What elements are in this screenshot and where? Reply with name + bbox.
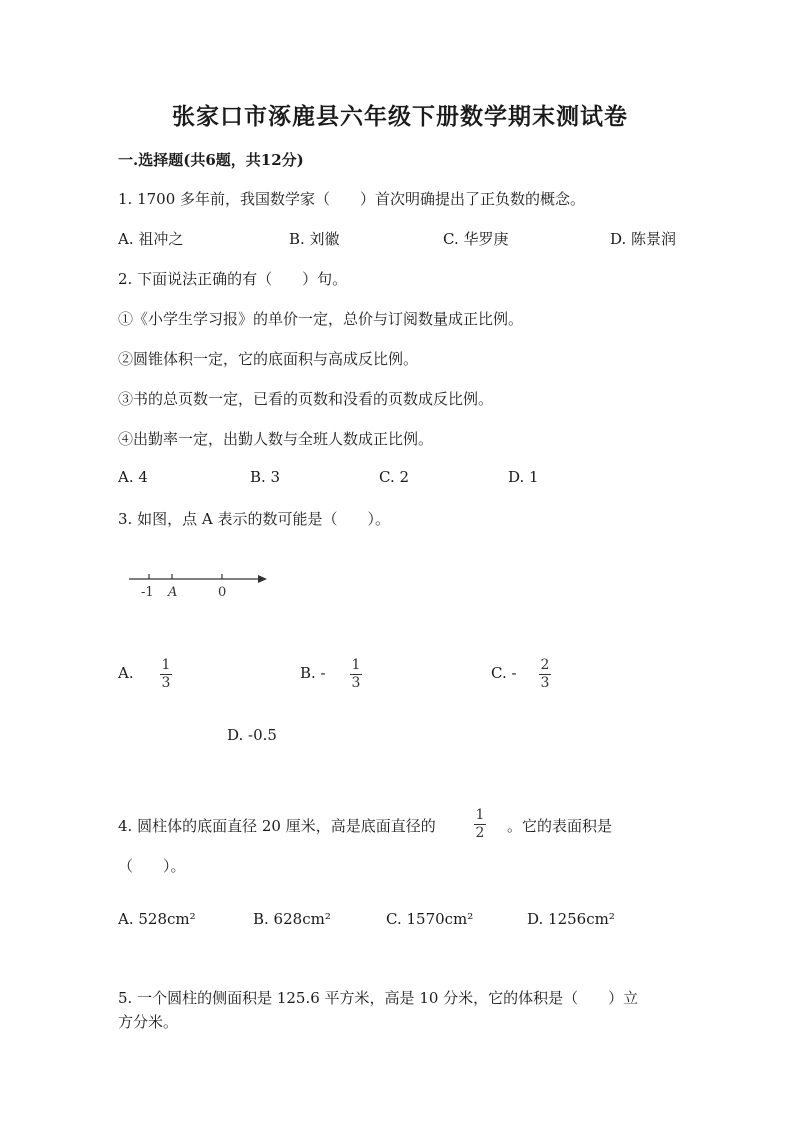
number-line-figure [125,568,275,602]
question-1-stem: 1. 1700 多年前，我国数学家（ ）首次明确提出了正负数的概念。 [118,190,586,208]
q1-option-d[interactable]: D. 陈景润 [610,230,677,248]
question-5-stem-line2: 方分米。 [118,1013,179,1031]
q2-statement-3: ③书的总页数一定，已看的页数和没看的页数成反比例。 [118,390,494,408]
q3-option-b-fraction [350,658,362,691]
q3-option-c-fraction [539,658,551,691]
q2-statement-1: ①《小学生学习报》的单价一定，总价与订阅数量成正比例。 [118,310,524,328]
q3-option-d[interactable]: D. -0.5 [227,726,277,744]
q4-fraction [474,808,486,841]
q3-option-a-fraction [160,658,172,691]
fraction-numerator: 1 [475,807,485,823]
q3-option-c-label[interactable]: C. - [491,664,517,682]
q2-option-c[interactable]: C. 2 [379,468,410,486]
q4-option-b[interactable]: B. 628cm² [253,910,331,928]
fraction-denominator: 3 [351,675,361,691]
question-4-stem-end: 。它的表面积是 [507,817,613,835]
q2-option-d[interactable]: D. 1 [508,468,539,486]
question-3-stem: 3. 如图，点 A 表示的数可能是（ ）。 [118,510,390,528]
question-4-stem-start: 4. 圆柱体的底面直径 20 厘米，高是底面直径的 [118,817,436,835]
q2-option-b[interactable]: B. 3 [250,468,281,486]
number-line-arrow-icon [258,575,267,583]
label-point-a: A [168,585,178,600]
section-heading: 一.选择题(共6题，共12分) [118,151,304,169]
question-4-blank: （ ）。 [118,857,186,875]
q3-option-a-label[interactable]: A. [118,664,134,682]
q1-option-c[interactable]: C. 华罗庚 [443,230,509,248]
question-2-stem: 2. 下面说法正确的有（ ）句。 [118,270,348,288]
fraction-denominator: 2 [475,825,485,841]
label-minus-one: -1 [141,585,154,600]
q1-option-b[interactable]: B. 刘徽 [289,230,340,248]
fraction-numerator: 2 [540,657,550,673]
q4-option-c[interactable]: C. 1570cm² [386,910,474,928]
label-zero: 0 [218,585,227,600]
q2-statement-2: ②圆锥体积一定，它的底面积与高成反比例。 [118,350,419,368]
fraction-numerator: 1 [351,657,361,673]
q4-option-a[interactable]: A. 528cm² [118,910,196,928]
fraction-denominator: 3 [540,675,550,691]
q1-option-a[interactable]: A. 祖冲之 [118,230,184,248]
fraction-denominator: 3 [161,675,171,691]
question-5-stem-line1: 5. 一个圆柱的侧面积是 125.6 平方米，高是 10 分米，它的体积是（ ）立 [118,989,639,1007]
fraction-numerator: 1 [161,657,171,673]
q2-statement-4: ④出勤率一定，出勤人数与全班人数成正比例。 [118,430,434,448]
q3-option-b-label[interactable]: B. - [300,664,326,682]
q2-option-a[interactable]: A. 4 [118,468,148,486]
page-title: 张家口市涿鹿县六年级下册数学期末测试卷 [172,103,628,130]
q4-option-d[interactable]: D. 1256cm² [527,910,615,928]
